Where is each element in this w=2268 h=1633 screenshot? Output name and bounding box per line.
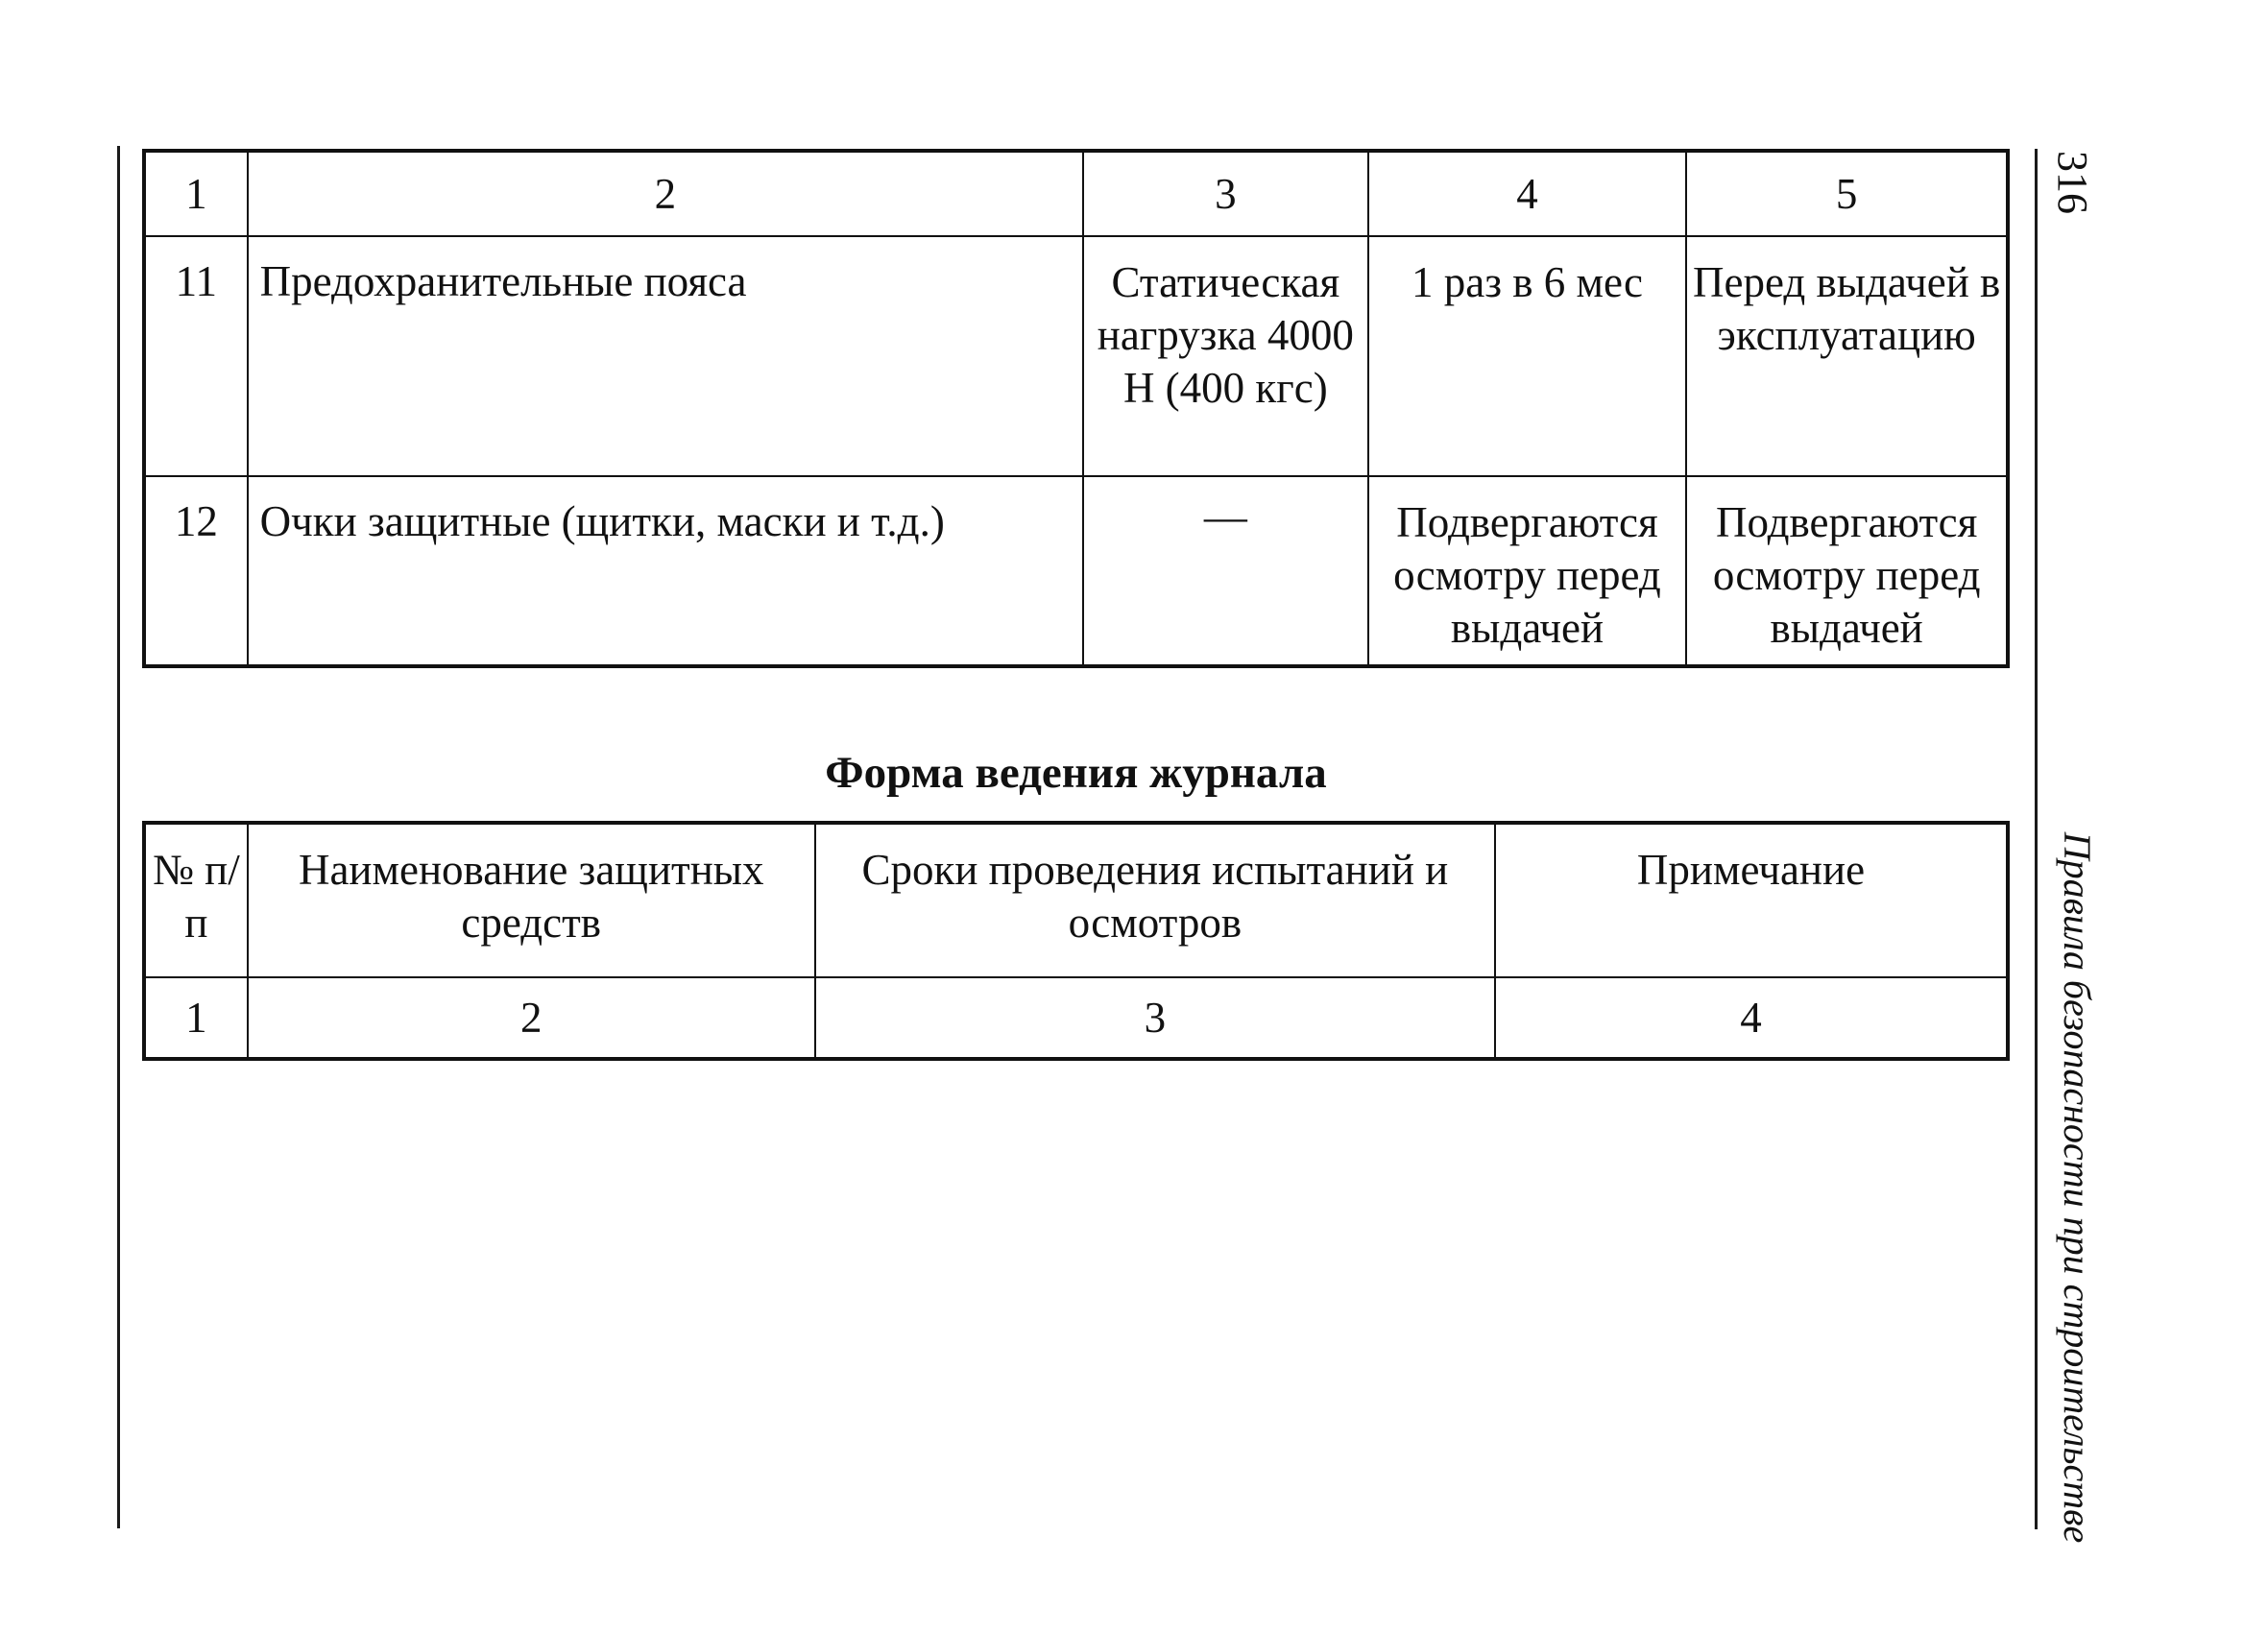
header-test-schedule: Сроки проведения испытаний и осмотров [815,823,1495,977]
header-equipment-name: Наименование защитных средств [248,823,815,977]
table-header-row [144,151,2008,236]
column-number-1: 1 [144,977,248,1059]
journal-form-title: Форма ведения журнала [825,748,1327,798]
column-number-2: 2 [248,977,815,1059]
table-row [144,236,2008,476]
running-title: Правила безопасности при строительстве [2056,831,2099,1544]
page-binding-rule [117,146,120,1528]
test-conditions: Статическая нагрузка 4000 Н (400 кгс) [1083,236,1368,476]
page-margin-rule [2035,149,2038,1529]
column-number-3: 3 [815,977,1495,1059]
test-conditions: — [1083,476,1368,666]
column-number-4: 4 [1368,151,1687,236]
column-number-2: 2 [248,151,1083,236]
table-header-row [144,823,2008,977]
column-number-4: 4 [1495,977,2008,1059]
test-period: Подвергаются осмотру перед выдачей [1368,476,1687,666]
header-item-number: № п/п [144,823,248,977]
journal-form-table [142,821,2010,1061]
inspection-note: Перед выдачей в эксплуатацию [1686,236,2008,476]
column-number-3: 3 [1083,151,1368,236]
table-row [144,476,2008,666]
inspection-note: Подвергаются осмотру перед выдачей [1686,476,2008,666]
equipment-name: Предохранительные пояса [248,236,1083,476]
page-number: 316 [2049,151,2096,214]
column-number-row [144,977,2008,1059]
row-number: 12 [144,476,248,666]
column-number-5: 5 [1686,151,2008,236]
protective-equipment-table [142,149,2010,668]
test-period: 1 раз в 6 мес [1368,236,1687,476]
column-number-1: 1 [144,151,248,236]
equipment-name: Очки защитные (щитки, маски и т.д.) [248,476,1083,666]
header-note: Примечание [1495,823,2008,977]
row-number: 11 [144,236,248,476]
